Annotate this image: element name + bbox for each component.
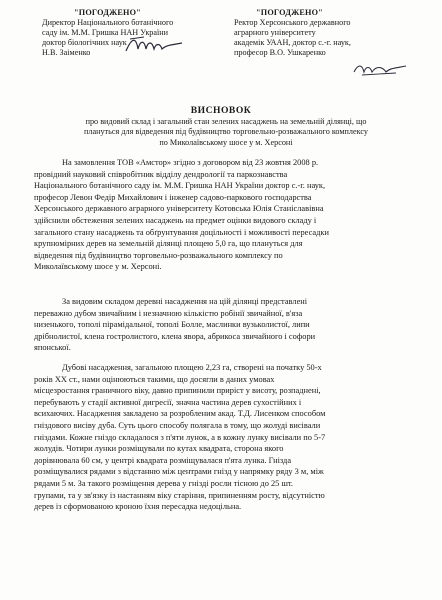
text-line: переважно дубом звичайним і незначною кількістю робінії звичайної, в'яза — [34, 308, 303, 318]
text-line: професор Левон Федір Михайлович і інженер садово-паркового господарства — [34, 192, 312, 202]
approval-line: аграрного університету — [234, 28, 316, 37]
text-line: провідний науковий співробітник відділу дендрології та паркознавства — [34, 169, 288, 179]
approval-signatory: професор В.О. Ушкаренко — [234, 48, 326, 57]
approval-block-right — [234, 8, 434, 58]
approval-header: "ПОГОДЖЕНО" — [74, 8, 141, 17]
text-line: Миколаївському шосе у м. Херсоні. — [34, 262, 162, 272]
subtitle-line: по Миколаївському шосе у м. Херсоні — [159, 137, 293, 147]
handwritten-signature-right — [352, 60, 408, 80]
approval-signatory: Н.В. Заіменко — [42, 48, 91, 57]
text-line: всихаючих. Насадження закладено за розробленим акад. Т.Д. Лисенком способом — [34, 409, 326, 419]
paragraph-commission — [34, 157, 416, 273]
text-line: місцезростання граничного віку, давно припинили приріст у висоту, розпаднені, — [34, 386, 321, 396]
text-line: дерев із сформованою кроною їхня пересадка недоцільна. — [34, 502, 242, 512]
approval-block-left — [42, 8, 222, 58]
text-line: здійснили обстеження зелених насаджень на предмет оцінки видового складу і — [34, 215, 317, 225]
text-line: гніздами. Кожне гніздо складалося з п'яти лунок, а в кожну лунку висівали по 5-7 — [34, 432, 326, 442]
document-title: ВИСНОВОК — [190, 105, 252, 116]
subtitle-line: плануться для відведення під будівництво торговельно-розважального комплексу — [83, 127, 369, 137]
subtitle-line: про видовий склад і загальний стан зелених насаджень на земельній ділянці, що — [85, 117, 367, 126]
text-line: жолудів. Чотири лунки розміщували по кутах квадрата, сторона якого — [34, 444, 284, 454]
approval-line: академік УААН, доктор с.-г. наук, — [234, 38, 351, 47]
text-line: загального стану насаджень та обґрунтування доцільності і можливості пересадки — [34, 227, 329, 237]
text-line: рядами 5 м. За такого розміщення дерева у гнізді росли тісною до 25 шт. — [34, 478, 294, 488]
text-line: крупномірних дерев на земельній ділянці площею 5,0 га, що плануться для — [34, 239, 303, 249]
approval-line: Директор Національного ботанічного — [42, 18, 174, 27]
text-line: групами, та у зв'язку із настанням віку старіння, припиненням росту, відсутністю — [34, 490, 325, 500]
text-line: На замовлення ТОВ «Амстор» згідно з договором від 23 жовтня 2008 р. — [62, 158, 319, 167]
paragraph-oak-stands — [34, 362, 416, 513]
text-line: розміщувалися рядами з відстанню між центрами гнізд у напрямку ряду 3 м, між — [34, 467, 324, 477]
approval-line: доктор біологічних наук — [42, 38, 127, 47]
text-line: низенького, тополі пірамідальної, тополі Болле, маслинки вузьколистої, липи — [34, 320, 310, 330]
text-line: За видовим складом деревні насадження на цій ділянці представлені — [62, 297, 308, 306]
text-line: Національного ботанічного саду ім. М.М. Гришка НАН України доктор с.-г. наук, — [34, 181, 326, 191]
paragraph-species — [34, 296, 416, 354]
text-line: дорівнювала 60 см, у центрі квадрата розміщувалася п'ята лунка. Гнізда — [34, 455, 292, 465]
approval-line: Ректор Херсонського державного — [234, 18, 351, 27]
text-line: років XX ст., нами оцінюються такими, що досягли в даних умовах — [34, 374, 275, 384]
text-line: перебувають у стадії активної дигресії, значна частина дерев сухостійних і — [34, 397, 302, 407]
text-line: гніздового висіву дуба. Суть цього способу полягала в тому, що жолуді висівали — [34, 420, 321, 430]
text-line: відведення під будівництво торговельно-розважального комплексу по — [34, 250, 283, 260]
text-line: Дубові насадження, загальною площею 2,23 га, створені на початку 50-х — [62, 363, 322, 372]
document-subtitle — [30, 117, 422, 148]
approval-header: "ПОГОДЖЕНО" — [256, 8, 323, 17]
text-line: Херсонського державного аграрного університету Котовська Юлія Станіславівна — [34, 204, 324, 214]
text-line: японської. — [34, 343, 71, 353]
text-line: дрібнолистої, клена гостролистого, клена явора, абрикоса звичайного і софори — [34, 331, 316, 341]
approval-line: саду ім. М.М. Гришка НАН України — [42, 28, 169, 37]
